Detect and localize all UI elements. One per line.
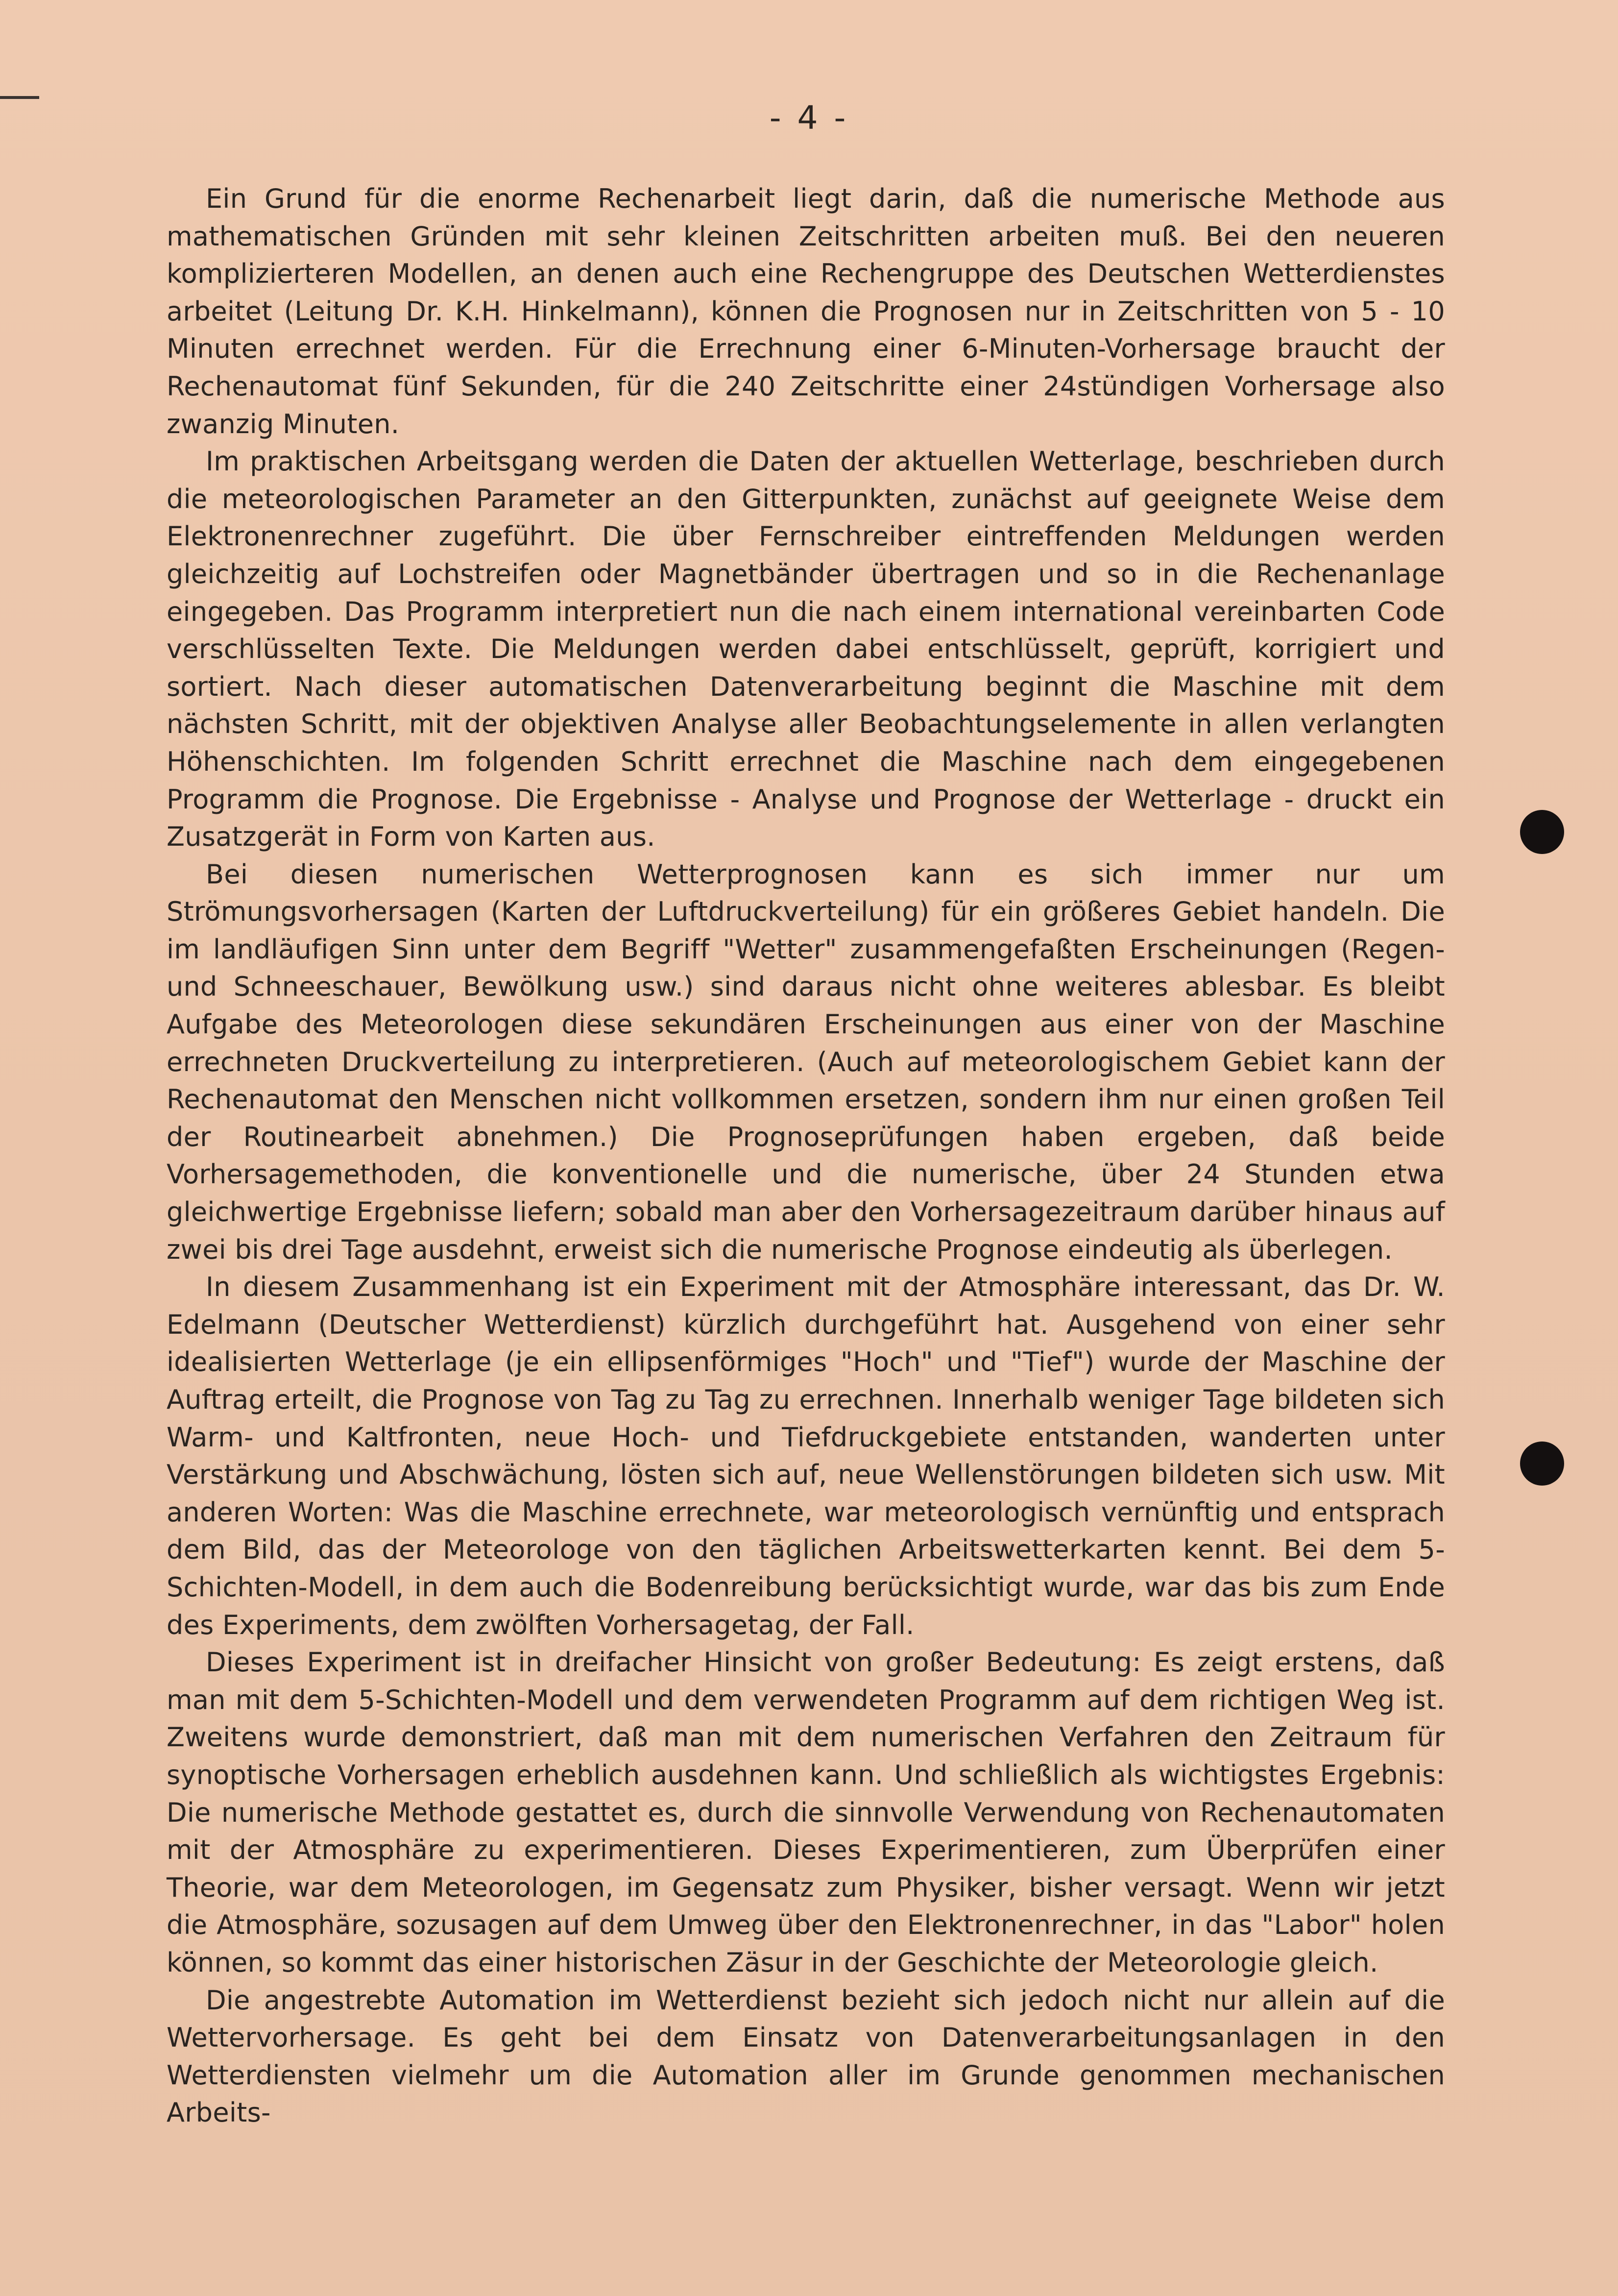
paragraph-6: Die angestrebte Automation im Wetterdienst bezieht sich jedoch nicht nur allein auf die Wettervorhersage. Es geht bei dem Einsatz von Datenverarbeitungsanlagen in den Wetterdiensten vielmehr um die Automation aller im Grunde genommen mechanischen Arbeits- — [167, 1984, 1445, 2128]
punch-hole-upper — [1520, 810, 1564, 854]
punch-hole-lower — [1520, 1441, 1564, 1486]
page-number: - 4 - — [769, 99, 849, 137]
paragraph-1: Ein Grund für die enorme Rechenarbeit liegt darin, daß die numerische Methode aus mathematischen Gründen mit sehr kleinen Zeitschritten arbeiten muß. Bei den neueren komplizierteren Modellen, an denen auch eine Rechengruppe des Deutschen Wetterdienstes arbeitet (Leitung Dr. K.H. Hinkelmann), können die Prognosen nur in Zeitschritten von 5 - 10 Minuten errechnet werden. Für die Errechnung einer 6-Minuten-Vorhersage braucht der Rechenautomat fünf Sekunden, für die 240 Zeitschritte einer 24stündigen Vorhersage also zwanzig Minuten. — [167, 183, 1445, 440]
paragraph-2: Im praktischen Arbeitsgang werden die Daten der aktuellen Wetterlage, beschrieben durch die meteorologischen Parameter an den Gitterpunkten, zunächst auf geeignete Weise dem Elektronenrechner zugeführt. Die über Fernschreiber eintreffenden Meldungen werden gleichzeitig auf Lochstreifen oder Magnetbänder übertragen und so in die Rechenanlage eingegeben. Das Programm interpretiert nun die nach einem international vereinbarten Code verschlüsselten Texte. Die Meldungen werden dabei entschlüsselt, geprüft, korrigiert und sortiert. Nach dieser automatischen Datenverarbeitung beginnt die Maschine mit dem nächsten Schritt, mit der objektiven Analyse aller Beobachtungselemente in allen verlangten Höhenschichten. Im folgenden Schritt errechnet die Maschine nach dem eingegebenen Programm die Prognose. Die Ergebnisse - Analyse und Prognose der Wetterlage - druckt ein Zusatzgerät in Form von Karten aus. — [167, 446, 1445, 853]
paragraph-5: Dieses Experiment ist in dreifacher Hinsicht von großer Bedeutung: Es zeigt erstens, daß man mit dem 5-Schichten-Modell und dem verwendeten Programm auf dem richtigen Weg ist. Zweitens wurde demonstriert, daß man mit dem numerischen Verfahren den Zeitraum für synoptische Vorhersagen erheblich ausdehnen kann. Und schließlich als wichtigstes Ergebnis: Die numerische Methode gestattet es, durch die sinnvolle Verwendung von Rechenautomaten mit der Atmosphäre zu experimentieren. Dieses Experimentieren, zum Überprüfen einer Theorie, war dem Meteorologen, im Gegensatz zum Physiker, bisher versagt. Wenn wir jetzt die Atmosphäre, sozusagen auf dem Umweg über den Elektronenrechner, in das "Labor" holen können, so kommt das einer historischen Zäsur in der Geschichte der Meteorologie gleich. — [167, 1647, 1445, 1978]
paragraph-4: In diesem Zusammenhang ist ein Experiment mit der Atmosphäre interessant, das Dr. W. Edelmann (Deutscher Wetterdienst) kürzlich durchgeführt hat. Ausgehend von einer sehr idealisierten Wetterlage (je ein ellipsenförmiges "Hoch" und "Tief") wurde der Maschine der Auftrag erteilt, die Prognose von Tag zu Tag zu errechnen. Innerhalb weniger Tage bildeten sich Warm- und Kaltfronten, neue Hoch- und Tiefdruckgebiete entstanden, wanderten unter Verstärkung und Abschwächung, lösten sich auf, neue Wellenstörungen bildeten sich usw. Mit anderen Worten: Was die Maschine errechnete, war meteorologisch vernünftig und entsprach dem Bild, das der Meteorologe von den täglichen Arbeitswetterkarten kennt. Bei dem 5-Schichten-Modell, in dem auch die Bodenreibung berücksichtigt wurde, war das bis zum Ende des Experiments, dem zwölften Vorhersagetag, der Fall. — [167, 1271, 1445, 1640]
body-text — [167, 180, 1445, 2132]
paragraph-3: Bei diesen numerischen Wetterprognosen kann es sich immer nur um Strömungsvorhersagen (Karten der Luftdruckverteilung) für ein größeres Gebiet handeln. Die im landläufigen Sinn unter dem Begriff "Wetter" zusammengefaßten Erscheinungen (Regen- und Schneeschauer, Bewölkung usw.) sind daraus nicht ohne weiteres ablesbar. Es bleibt Aufgabe des Meteorologen diese sekundären Erscheinungen aus einer von der Maschine errechneten Druckverteilung zu interpretieren. (Auch auf meteorologischem Gebiet kann der Rechenautomat den Menschen nicht vollkommen ersetzen, sondern ihm nur einen großen Teil der Routinearbeit abnehmen.) Die Prognoseprüfungen haben ergeben, daß beide Vorhersagemethoden, die konventionelle und die numerische, über 24 Stunden etwa gleichwertige Ergebnisse liefern; sobald man aber den Vorhersagezeitraum darüber hinaus auf zwei bis drei Tage ausdehnt, erweist sich die numerische Prognose eindeutig als überlegen. — [167, 858, 1445, 1265]
